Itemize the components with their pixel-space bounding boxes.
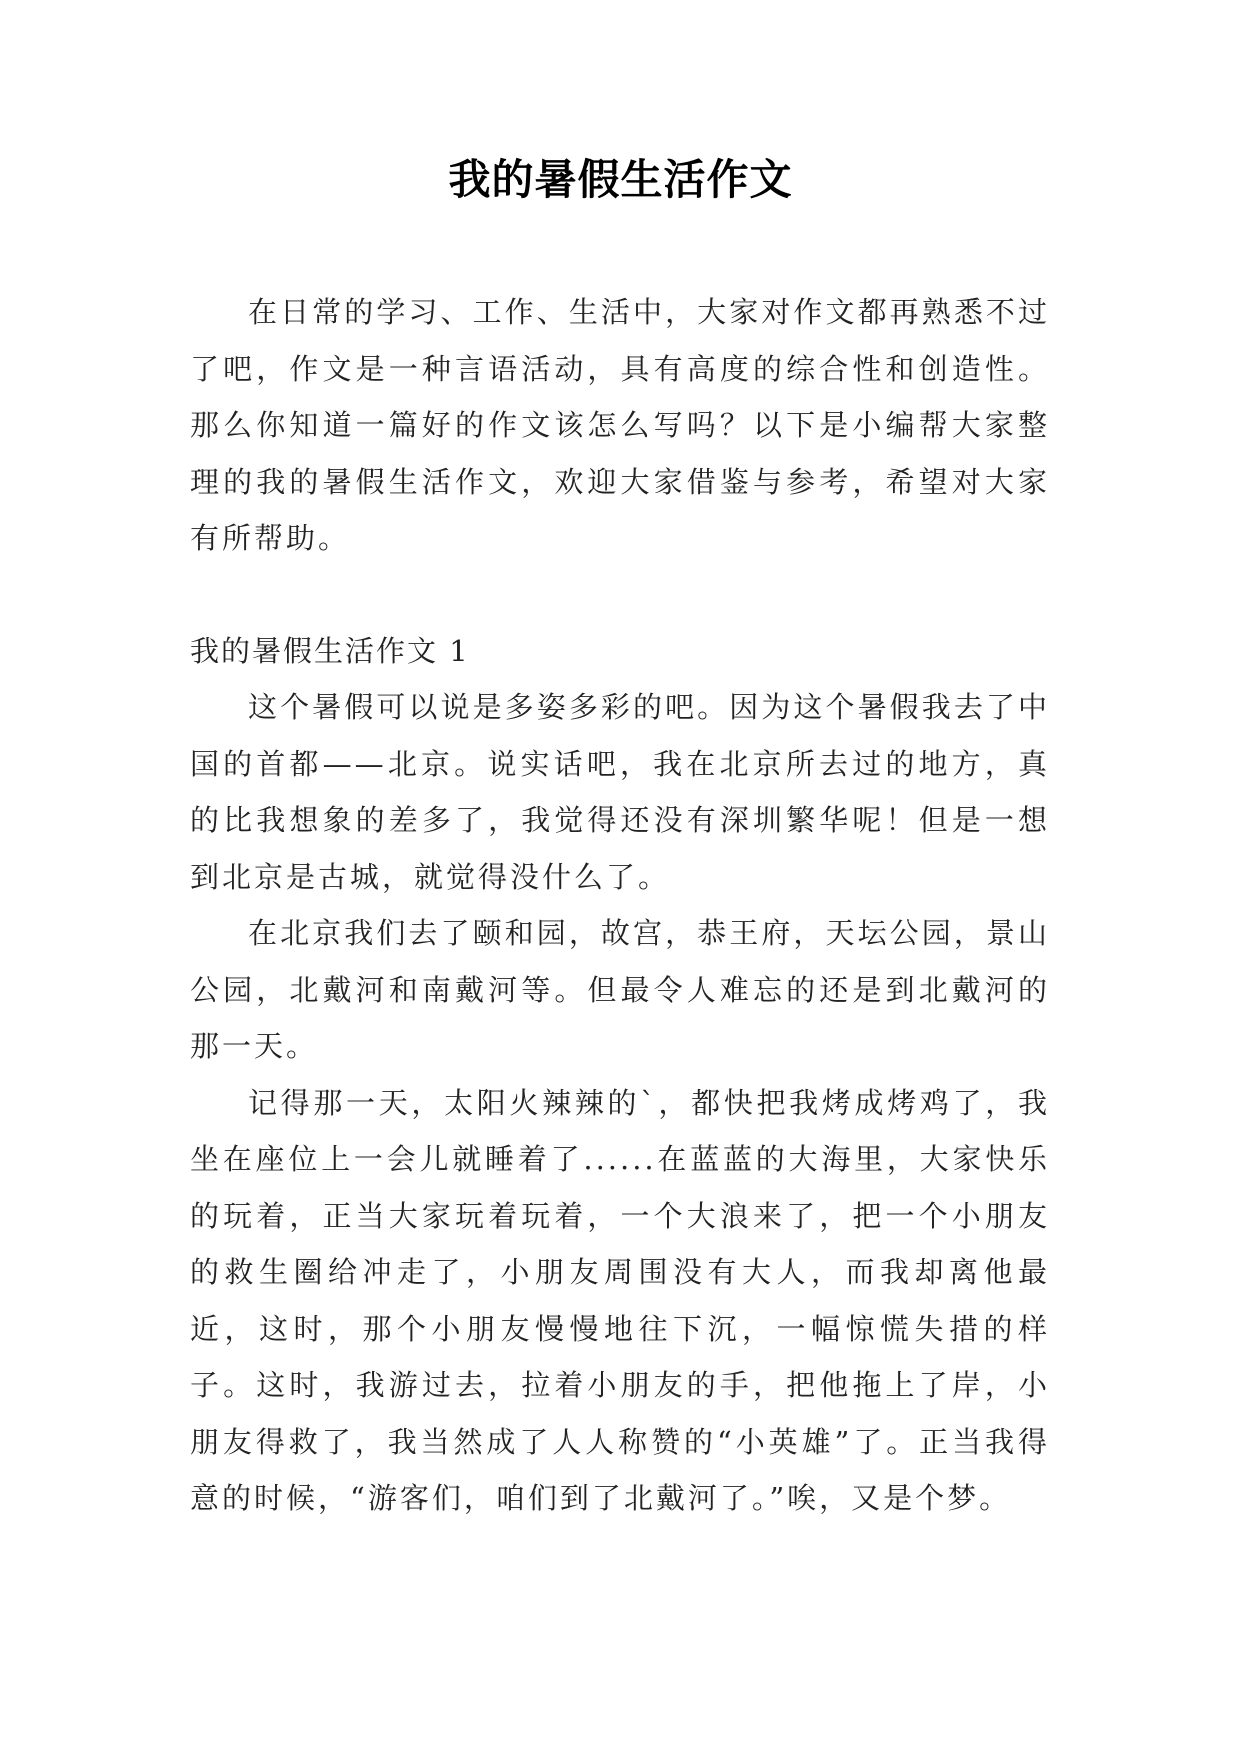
document-body <box>190 284 1050 1527</box>
body-paragraph: 记得那一天，太阳火辣辣的`，都快把我烤成烤鸡了，我坐在座位上一会儿就睡着了......在蓝蓝的大海里，大家快乐的玩着，正当大家玩着玩着，一个大浪来了，把一个小朋友的救生圈给冲走了，小朋友周围没有大人，而我却离他最近，这时，那个小朋友慢慢地往下沉，一幅惊慌失措的样子。这时，我游过去，拉着小朋友的手，把他拖上了岸，小朋友得救了，我当然成了人人称赞的“小英雄”了。正当我得意的时候，“游客们，咱们到了北戴河了。”唉，又是个梦。 <box>190 1085 1050 1515</box>
document-title: 我的暑假生活作文 <box>448 155 793 204</box>
section-heading: 我的暑假生活作文 1 <box>190 633 470 668</box>
intro-paragraph: 在日常的学习、工作、生活中，大家对作文都再熟悉不过了吧，作文是一种言语活动，具有高度的综合性和创造性。那么你知道一篇好的作文该怎么写吗？以下是小编帮大家整理的我的暑假生活作文，欢迎大家借鉴与参考，希望对大家有所帮助。 <box>190 295 1050 555</box>
body-paragraph: 在北京我们去了颐和园，故宫，恭王府，天坛公园，景山公园，北戴河和南戴河等。但最令人难忘的还是到北戴河的那一天。 <box>190 916 1050 1063</box>
body-paragraph: 这个暑假可以说是多姿多彩的吧。因为这个暑假我去了中国的首都——北京。说实话吧，我在北京所去过的地方，真的比我想象的差多了，我觉得还没有深圳繁华呢！但是一想到北京是古城，就觉得没什么了。 <box>190 690 1050 894</box>
